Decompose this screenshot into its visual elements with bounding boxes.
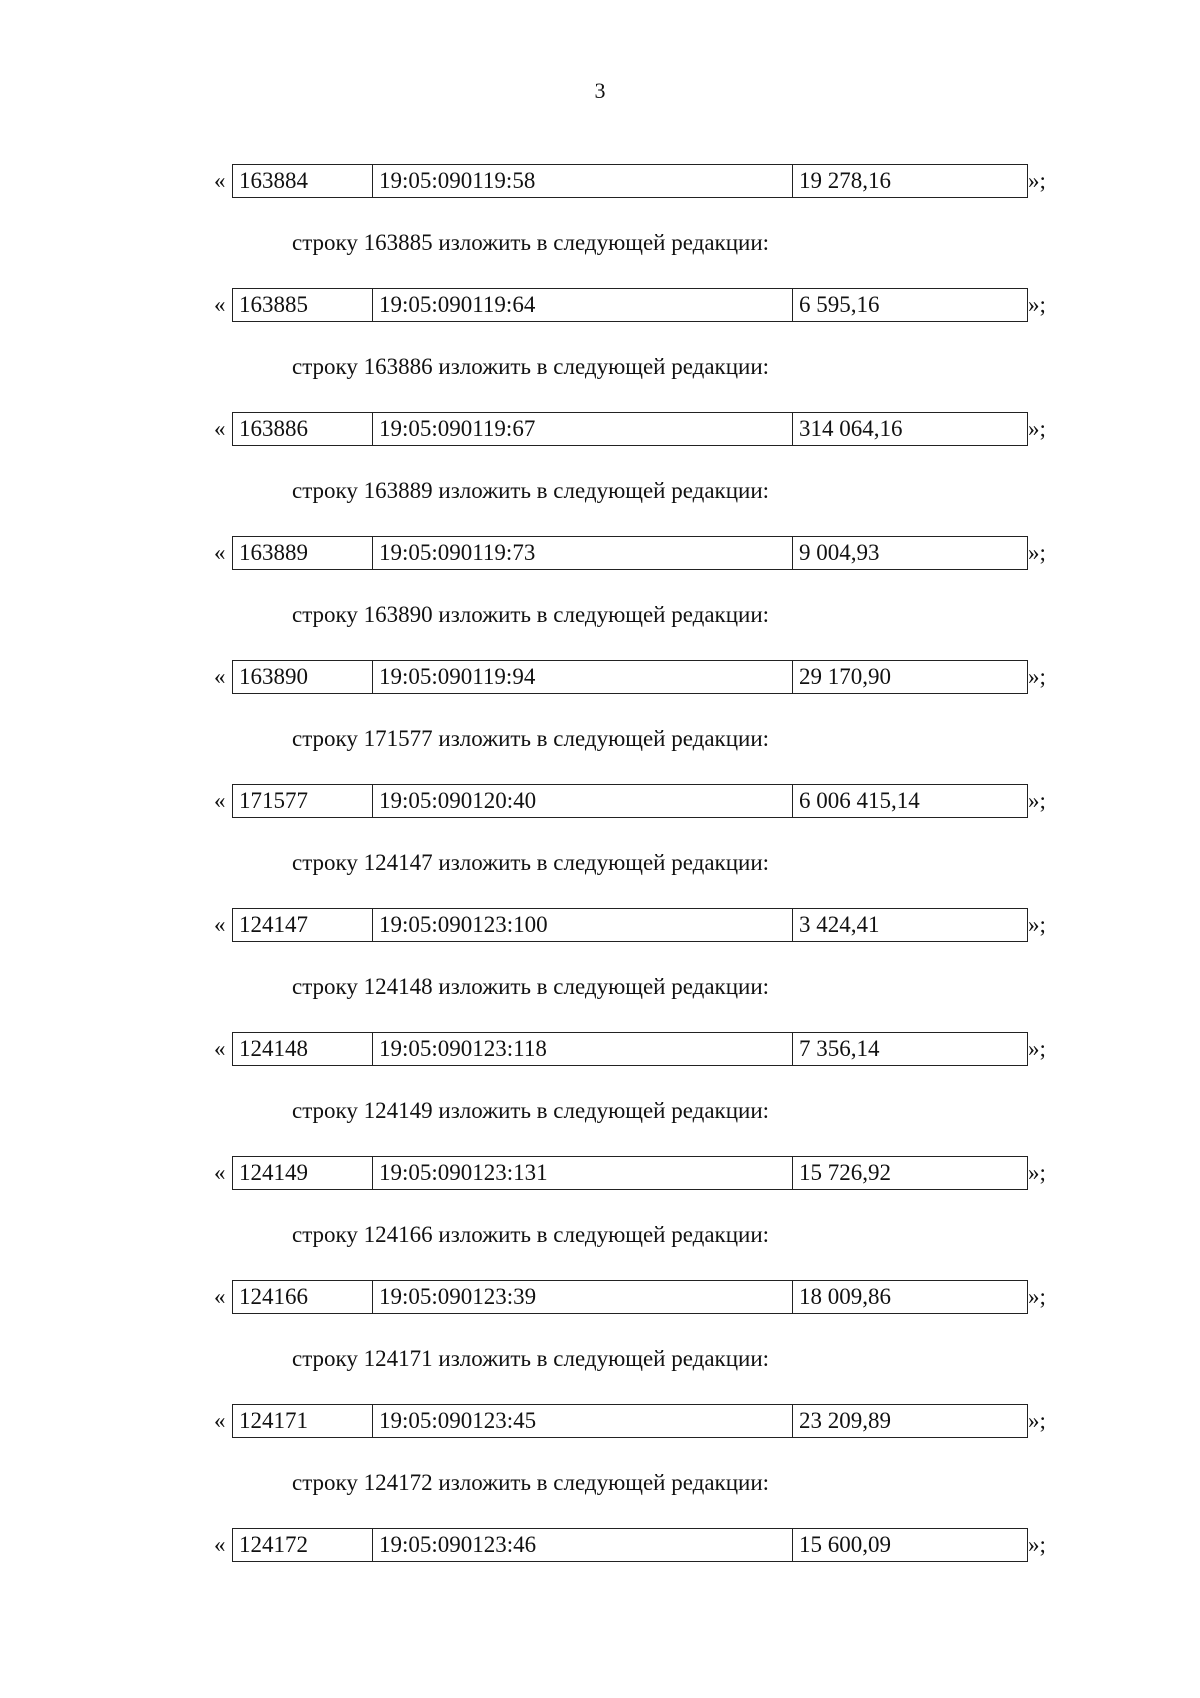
row-cells [232,1280,1028,1314]
value-cell: 9 004,93 [799,540,880,565]
row-cells [232,1156,1028,1190]
amendment-block [0,536,1200,660]
value-cell: 29 170,90 [799,664,891,689]
close-quote: »; [1028,1284,1046,1309]
row-number-cell: 163885 [233,289,373,321]
instruction-text: строку 124149 изложить в следующей редакции: [292,1098,770,1123]
table-row [214,536,1046,570]
table-row [214,1032,1046,1066]
open-quote: « [214,1408,226,1433]
row-cells [232,908,1028,942]
close-quote: »; [1028,540,1046,565]
value-cell: 3 424,41 [799,912,880,937]
row-number-cell: 124148 [233,1033,373,1065]
amendment-block [0,908,1200,1032]
row-cells [232,1528,1028,1562]
close-quote: »; [1028,168,1046,193]
close-quote: »; [1028,1160,1046,1185]
cadastral-number-cell: 19:05:090123:45 [373,1405,793,1437]
table-row [214,784,1046,818]
row-number-cell: 163890 [233,661,373,693]
open-quote: « [214,1160,226,1185]
table-row [214,1280,1046,1314]
instruction-text: строку 124147 изложить в следующей редакции: [292,850,770,875]
value-cell: 7 356,14 [799,1036,880,1061]
amendment-block [0,1280,1200,1404]
amendment-block [0,1156,1200,1280]
open-quote: « [214,292,226,317]
amendment-block [0,1528,1200,1652]
value-cell: 23 209,89 [799,1408,891,1433]
close-quote: »; [1028,416,1046,441]
cadastral-number-cell: 19:05:090119:94 [373,661,793,693]
row-number-cell: 124149 [233,1157,373,1189]
row-cells [232,660,1028,694]
close-quote: »; [1028,292,1046,317]
table-row [214,412,1046,446]
open-quote: « [214,540,226,565]
cadastral-number-cell: 19:05:090119:64 [373,289,793,321]
close-quote: »; [1028,1036,1046,1061]
amendment-block [0,288,1200,412]
value-cell: 314 064,16 [799,416,903,441]
cadastral-number-cell: 19:05:090120:40 [373,785,793,817]
value-cell: 15 726,92 [799,1160,891,1185]
instruction-text: строку 163885 изложить в следующей редакции: [292,230,770,255]
cadastral-number-cell: 19:05:090119:67 [373,413,793,445]
table-row [214,1156,1046,1190]
open-quote: « [214,788,226,813]
table-row [214,1404,1046,1438]
page-number: 3 [594,78,606,103]
amendment-block [0,412,1200,536]
cadastral-number-cell: 19:05:090123:100 [373,909,793,941]
row-number-cell: 163889 [233,537,373,569]
row-cells [232,1032,1028,1066]
table-row [214,288,1046,322]
instruction-text: строку 124166 изложить в следующей редакции: [292,1222,770,1247]
cadastral-number-cell: 19:05:090123:131 [373,1157,793,1189]
close-quote: »; [1028,664,1046,689]
row-cells [232,536,1028,570]
cadastral-number-cell: 19:05:090123:118 [373,1033,793,1065]
instruction-text: строку 124148 изложить в следующей редакции: [292,974,770,999]
value-cell: 15 600,09 [799,1532,891,1557]
open-quote: « [214,168,226,193]
table-row [214,1528,1046,1562]
value-cell: 6 006 415,14 [799,788,920,813]
row-cells [232,164,1028,198]
value-cell: 18 009,86 [799,1284,891,1309]
open-quote: « [214,912,226,937]
amendment-block [0,1032,1200,1156]
row-number-cell: 124172 [233,1529,373,1561]
close-quote: »; [1028,1408,1046,1433]
instruction-text: строку 124171 изложить в следующей редакции: [292,1346,770,1371]
cadastral-number-cell: 19:05:090119:58 [373,165,793,197]
instruction-text: строку 163886 изложить в следующей редакции: [292,354,770,379]
open-quote: « [214,1284,226,1309]
value-cell: 19 278,16 [799,168,891,193]
cadastral-number-cell: 19:05:090119:73 [373,537,793,569]
open-quote: « [214,664,226,689]
close-quote: »; [1028,788,1046,813]
row-number-cell: 124166 [233,1281,373,1313]
cadastral-number-cell: 19:05:090123:39 [373,1281,793,1313]
open-quote: « [214,1532,226,1557]
instruction-text: строку 124172 изложить в следующей редакции: [292,1470,770,1495]
amendment-block [0,660,1200,784]
amendment-block [0,164,1200,288]
open-quote: « [214,416,226,441]
row-cells [232,412,1028,446]
row-number-cell: 163886 [233,413,373,445]
cadastral-number-cell: 19:05:090123:46 [373,1529,793,1561]
instruction-text: строку 163890 изложить в следующей редакции: [292,602,770,627]
open-quote: « [214,1036,226,1061]
row-cells [232,288,1028,322]
amendments-list [0,164,1200,1652]
row-number-cell: 124147 [233,909,373,941]
amendment-block [0,1404,1200,1528]
table-row [214,164,1046,198]
close-quote: »; [1028,1532,1046,1557]
row-cells [232,784,1028,818]
row-number-cell: 171577 [233,785,373,817]
row-number-cell: 163884 [233,165,373,197]
value-cell: 6 595,16 [799,292,880,317]
instruction-text: строку 171577 изложить в следующей редакции: [292,726,770,751]
row-cells [232,1404,1028,1438]
instruction-text: строку 163889 изложить в следующей редакции: [292,478,770,503]
row-number-cell: 124171 [233,1405,373,1437]
table-row [214,660,1046,694]
close-quote: »; [1028,912,1046,937]
table-row [214,908,1046,942]
amendment-block [0,784,1200,908]
